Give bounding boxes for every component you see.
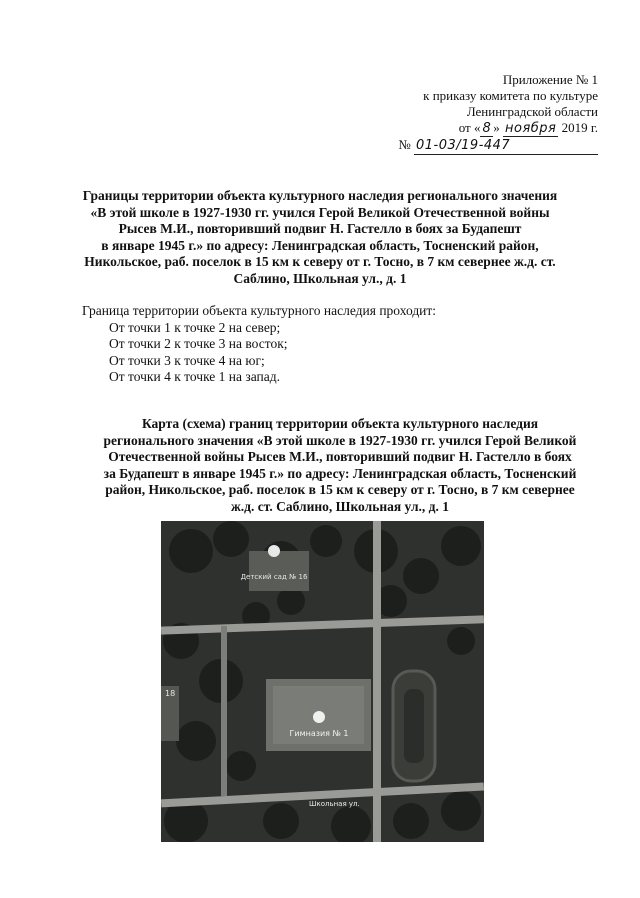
appendix-date	[398, 120, 598, 137]
stadium	[393, 671, 435, 781]
title-line: «В этой школе в 1927-1930 гг. учился Герой Великой Отечественной войны	[90, 204, 550, 220]
appendix-header	[398, 72, 598, 155]
date-prefix: от «	[458, 120, 481, 135]
map-title-line: ж.д. ст. Саблино, Школьная ул., д. 1	[230, 498, 449, 514]
date-month-handwritten: ноября	[505, 121, 557, 136]
title-line: Рысев М.И., повторивший подвиг Н. Гастелло в боях за Будапешт	[118, 221, 522, 236]
appendix-label: Приложение № 1	[502, 72, 598, 87]
school-building	[266, 679, 371, 751]
title-line: Границы территории объекта культурного наследия регионального значения	[82, 188, 558, 203]
map-title-line: Карта (схема) границ территории объекта культурного наследия	[141, 416, 539, 431]
title-line: в январе 1945 г.» по адресу: Ленинградская область, Тосненский район,	[101, 237, 539, 253]
satellite-map	[161, 521, 484, 842]
number-prefix: №	[398, 137, 411, 152]
appendix-order-ref: к приказу комитета по культуре	[423, 88, 598, 103]
order-number-handwritten: 01-03/19-447	[414, 138, 598, 155]
boundary-intro: Граница территории объекта культурного наследия проходит:	[82, 303, 437, 318]
map-label-kindergarten: Детский сад № 16	[240, 573, 308, 581]
title-line: Никольское, раб. поселок в 15 км к северу от г. Тосно, в 7 км севернее ж.д. ст.	[84, 254, 556, 269]
map-label-school: Гимназия № 1	[289, 729, 349, 738]
document-title	[80, 188, 560, 287]
date-day-handwritten: 8	[482, 121, 492, 136]
boundary-item: От точки 1 к точке 2 на север;	[109, 319, 281, 335]
kindergarten-building	[241, 545, 309, 591]
map-title-line: район, Никольское, раб. поселок в 15 км к северу от г. Тосно, в 7 км севернее	[105, 482, 575, 497]
map-title-line: Отечественной войны Рысев М.И., повторивший подвиг Н. Гастелло в боях	[108, 449, 572, 464]
appendix-region: Ленинградской области	[466, 104, 598, 119]
map-label-street: Школьная ул.	[309, 800, 360, 808]
boundary-item: От точки 2 к точке 3 на восток;	[109, 336, 288, 351]
appendix-number	[398, 137, 598, 155]
date-quote: »	[493, 120, 500, 135]
boundary-item: От точки 3 к точке 4 на юг;	[109, 352, 265, 368]
map-title-line: регионального значения «В этой школе в 1927-1930 гг. учился Герой Великой	[103, 432, 577, 448]
satellite-map-image	[161, 521, 484, 842]
map-title-line: за Будапешт в январе 1945 г.» по адресу: Ленинградская область, Тосненский	[103, 465, 577, 481]
boundary-description	[82, 303, 562, 386]
title-line: Саблино, Школьная ул., д. 1	[233, 270, 407, 286]
boundary-item: От точки 4 к точке 1 на запад.	[109, 369, 280, 384]
map-label-house: 18	[165, 689, 176, 698]
map-title	[86, 416, 594, 515]
date-year: 2019 г.	[561, 120, 598, 135]
